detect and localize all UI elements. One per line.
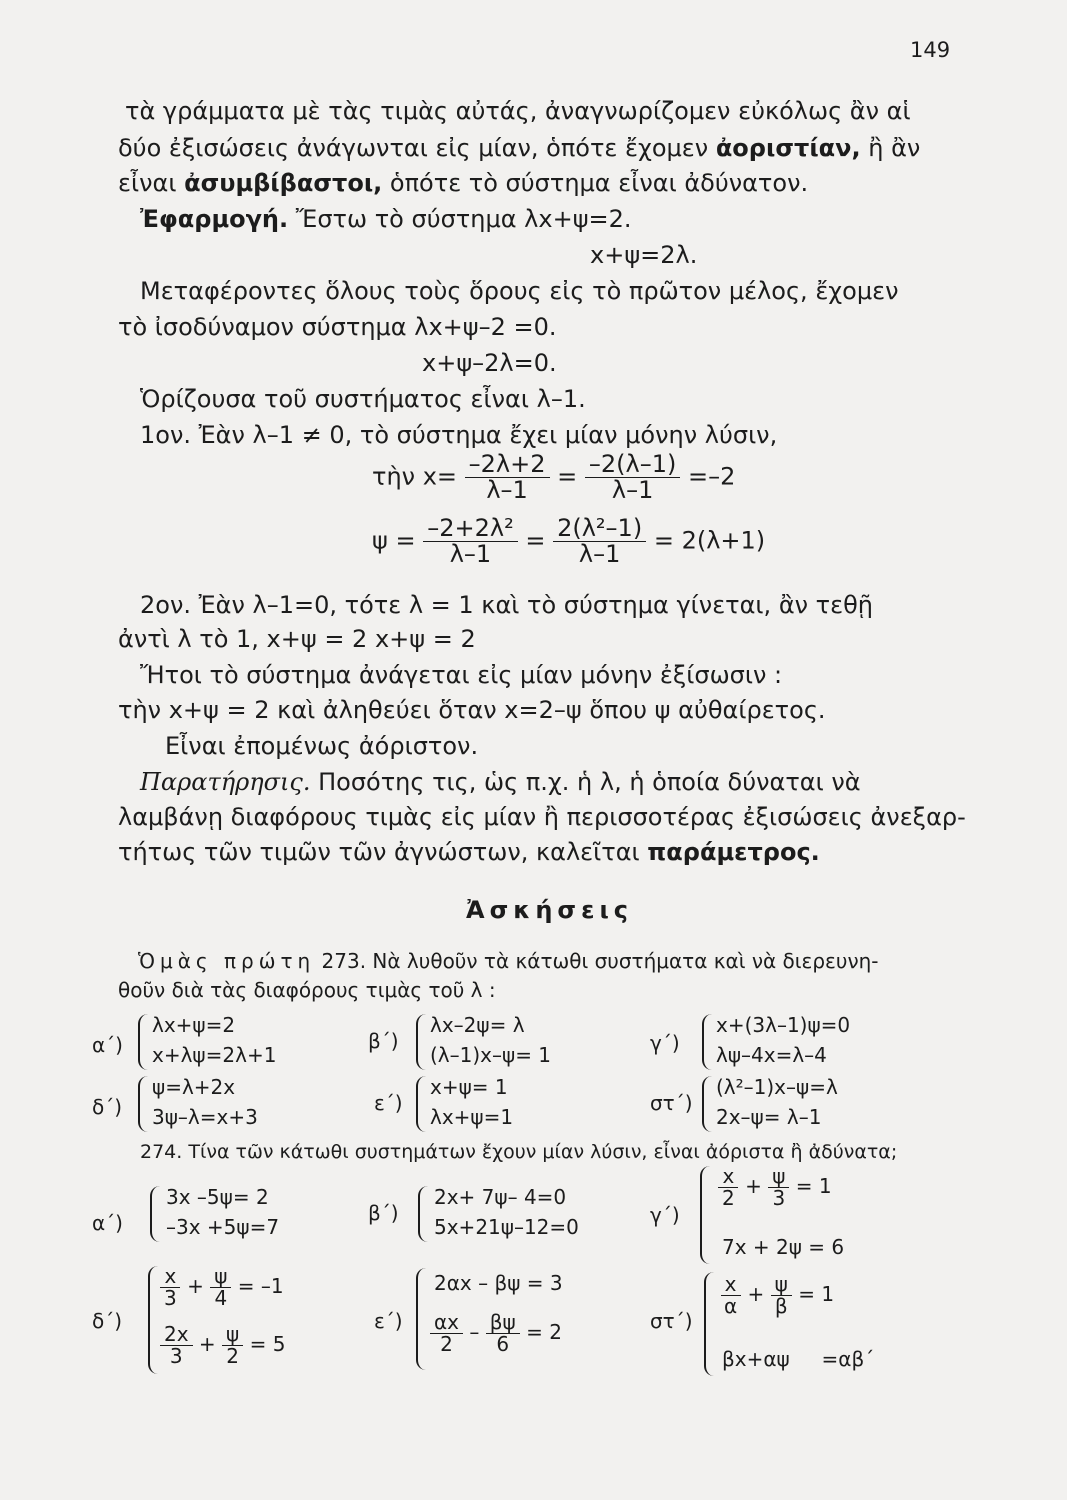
y-fraction-1: [423, 516, 517, 567]
remark-line-1: [140, 767, 861, 797]
exercises-title: Ἀσκήσεις: [466, 896, 634, 924]
system-brace: [138, 1014, 148, 1070]
system-equation: 2αx – βψ = 3: [434, 1271, 563, 1295]
case-2-line-2: ἀντὶ λ τὸ 1, x+ψ = 2 x+ψ = 2: [118, 625, 476, 653]
system-label: ε΄): [374, 1091, 403, 1115]
fraction-numerator: –2λ+2: [465, 452, 550, 478]
move-terms-text: Μεταφέροντες ὅλους τοὺς ὅρους εἰς τὸ πρῶτον μέλος, ἔχομεν: [140, 277, 899, 305]
fraction-numerator: x: [160, 1266, 180, 1288]
fraction-denominator: λ–1: [611, 476, 654, 505]
system-label: δ΄): [92, 1309, 123, 1333]
system-equation: [430, 1312, 562, 1355]
fraction-numerator: ψ: [768, 1166, 789, 1188]
fraction-denominator: 2: [722, 1186, 735, 1210]
system-equation: λψ–4x=λ–4: [716, 1043, 827, 1067]
system-equation: [720, 1274, 834, 1317]
fraction-denominator: 3: [164, 1286, 177, 1310]
equation-rhs: = –1: [237, 1274, 284, 1298]
system-label: γ΄): [650, 1031, 680, 1055]
equation-rhs: = 1: [795, 1174, 832, 1198]
page-number: 149: [910, 38, 951, 62]
fraction: [771, 1274, 792, 1317]
intro-text: ὁπότε τὸ σύστημα εἶναι ἀδύνατον.: [382, 169, 809, 197]
remark-label: Παρατήρησις.: [140, 768, 311, 796]
fraction-numerator: 2x: [160, 1324, 193, 1346]
fraction: [160, 1266, 181, 1309]
fraction: [768, 1166, 789, 1209]
intro-line-3: [118, 168, 808, 198]
y-solution: [372, 516, 765, 567]
system-equation: 5x+21ψ–12=0: [434, 1215, 579, 1239]
system-brace: [416, 1268, 426, 1370]
fraction: [720, 1274, 741, 1317]
fraction-numerator: –2(λ–1): [585, 452, 680, 478]
system-label: στ΄): [650, 1091, 693, 1115]
case-2-line-5: Εἶναι ἐπομένως ἀόριστον.: [165, 732, 479, 760]
fraction-numerator: 2(λ²–1): [553, 516, 646, 542]
system-equation: 7x + 2ψ = 6: [722, 1235, 845, 1259]
plus-sign: +: [187, 1274, 204, 1298]
application-text: Ἔστω τὸ σύστημα λx+ψ=2.: [295, 205, 632, 233]
fraction-denominator: α: [724, 1294, 738, 1318]
system-label: α΄): [92, 1033, 123, 1057]
system-brace: [138, 1076, 148, 1132]
fraction-denominator: 3: [772, 1186, 786, 1210]
intro-text: ἢ ἂν: [860, 134, 921, 162]
case-2-line-3: Ἤτοι τὸ σύστημα ἀνάγεται εἰς μίαν μόνην ἐξίσωσιν :: [140, 661, 783, 689]
system-label: β΄): [368, 1029, 399, 1053]
fraction-denominator: 3: [169, 1344, 183, 1368]
group-label: Ὁμὰς πρώτη: [138, 949, 316, 973]
fraction-numerator: x: [721, 1274, 741, 1296]
case-2-line-4: τὴν x+ψ = 2 καὶ ἀληθεύει ὅταν x=2–ψ ὅπου ψ αὐθαίρετος.: [118, 696, 826, 724]
system-equation: λx–2ψ= λ: [430, 1013, 525, 1037]
system-brace: [416, 1076, 426, 1132]
case-2-line-1: 2ον. Ἐὰν λ–1=0, τότε λ = 1 καὶ τὸ σύστημα γίνεται, ἂν τεθῇ: [140, 591, 873, 619]
system-brace: [702, 1076, 712, 1132]
plus-sign: +: [198, 1332, 216, 1356]
plus-sign: +: [747, 1282, 765, 1306]
equation-rhs: = 5: [249, 1332, 286, 1356]
fraction-numerator: –2+2λ²: [423, 516, 517, 542]
application-label: Ἐφαρμογή.: [140, 205, 289, 233]
equals-sign: =: [525, 526, 546, 555]
x-result: =–2: [688, 462, 736, 491]
system-label: στ΄): [650, 1309, 693, 1333]
plus-sign: +: [745, 1174, 762, 1198]
equivalent-system-text: τὸ ἰσοδύναμον σύστημα λx+ψ–2 =0.: [118, 313, 557, 341]
fraction-denominator: 2: [440, 1332, 453, 1356]
system-brace: [416, 1014, 426, 1070]
system-equation: [160, 1266, 284, 1309]
x-lead: τὴν x=: [372, 462, 458, 491]
system-equation: 3ψ–λ=x+3: [152, 1105, 258, 1129]
fraction: [210, 1266, 231, 1309]
system-label: α΄): [92, 1211, 123, 1235]
system-brace: [702, 1014, 712, 1070]
system-equation: –3x +5ψ=7: [166, 1215, 280, 1239]
system-label: ε΄): [374, 1309, 403, 1333]
application-line: [140, 204, 632, 234]
system-brace: [148, 1266, 158, 1374]
equation-rhs: = 2: [526, 1320, 562, 1344]
y-lead: ψ =: [372, 526, 416, 555]
fraction-denominator: β: [774, 1294, 788, 1318]
system-equation: (λ²–1)x–ψ=λ: [716, 1075, 838, 1099]
intro-line-1: τὰ γράμματα μὲ τὰς τιμὰς αὐτάς, ἀναγνωρίζομεν εὐκόλως ἂν αἱ: [125, 97, 911, 125]
system-label: δ΄): [92, 1095, 123, 1119]
exercise-273-line-1: [138, 948, 879, 974]
system-brace: [150, 1186, 160, 1242]
case-1-text: 1ον. Ἐὰν λ–1 ≠ 0, τὸ σύστημα ἔχει μίαν μόνην λύσιν,: [140, 421, 778, 449]
system-equation: λx+ψ=1: [430, 1105, 514, 1129]
system-equation: 2x+ 7ψ– 4=0: [434, 1185, 567, 1209]
fraction-numerator: αx: [430, 1312, 463, 1334]
system-equation: λx+ψ=2: [152, 1013, 236, 1037]
system-label: β΄): [368, 1201, 399, 1225]
remark-text: Ποσότης τις, ὡς π.χ. ἡ λ, ἡ ὁποία δύναται νὰ: [310, 768, 861, 796]
fraction-denominator: λ–1: [486, 476, 528, 505]
intro-text: εἶναι: [118, 169, 185, 197]
fraction-numerator: ψ: [222, 1324, 243, 1346]
intro-line-2: [118, 133, 920, 163]
remark-text: τήτως τῶν τιμῶν τῶν ἀγνώστων, καλεῖται: [118, 838, 648, 866]
fraction: [430, 1312, 463, 1355]
minus-sign: –: [469, 1320, 480, 1344]
remark-line-3: [118, 837, 820, 867]
system-equation: 2x–ψ= λ–1: [716, 1105, 822, 1129]
fraction-denominator: λ–1: [578, 540, 621, 569]
fraction-denominator: 2: [226, 1344, 240, 1368]
system-equation: [160, 1324, 285, 1367]
system-brace: [704, 1272, 714, 1376]
system-equation: 3x –5ψ= 2: [166, 1185, 269, 1209]
system-equation: [718, 1166, 832, 1209]
determinant-text: Ὁρίζουσα τοῦ συστήματος εἶναι λ–1.: [140, 385, 586, 413]
fraction-denominator: 6: [496, 1332, 510, 1356]
system-equation: x+λψ=2λ+1: [152, 1043, 277, 1067]
equivalent-system-eq2: x+ψ–2λ=0.: [422, 349, 557, 377]
system-brace: [418, 1186, 428, 1242]
equals-sign: =: [557, 462, 578, 491]
fraction: [160, 1324, 193, 1367]
fraction-denominator: λ–1: [449, 540, 492, 569]
intro-text: δύο ἐξισώσεις ἀνάγωνται εἰς μίαν, ὁπότε ἔχομεν: [118, 134, 716, 162]
exercise-273-line-2: θοῦν διὰ τὰς διαφόρους τιμὰς τοῦ λ :: [118, 978, 496, 1002]
system-equation: ψ=λ+2x: [152, 1075, 236, 1099]
fraction: [718, 1166, 739, 1209]
exercise-273-text: 273. Νὰ λυθοῦν τὰ κάτωθι συστήματα καὶ νὰ διερευνη-: [321, 949, 879, 973]
system-equation: (λ–1)x–ψ= 1: [430, 1043, 552, 1067]
term-parameter: παράμετρος.: [647, 838, 820, 866]
system-label: γ΄): [650, 1203, 680, 1227]
fraction: [486, 1312, 520, 1355]
fraction: [222, 1324, 243, 1367]
fraction-numerator: ψ: [771, 1274, 792, 1296]
system-equation: x+(3λ–1)ψ=0: [716, 1013, 851, 1037]
exercise-274-text: 274. Τίνα τῶν κάτωθι συστημάτων ἔχουν μίαν λύσιν, εἶναι ἀόριστα ἢ ἀδύνατα;: [140, 1141, 898, 1163]
y-result: = 2(λ+1): [653, 526, 766, 555]
term-indeterminacy: ἀοριστίαν,: [715, 134, 861, 162]
fraction-numerator: x: [718, 1166, 738, 1188]
x-fraction-1: [465, 452, 550, 503]
application-eq2: x+ψ=2λ.: [590, 241, 698, 269]
system-equation: βx+αψ =αβ΄: [722, 1347, 875, 1371]
term-incompatible: ἀσυμβίβαστοι,: [184, 169, 383, 197]
remark-line-2: λαμβάνῃ διαφόρους τιμὰς εἰς μίαν ἢ περισσοτέρας ἐξισώσεις ἀνεξαρ-: [118, 803, 966, 831]
x-solution: [372, 452, 735, 503]
system-equation: x+ψ= 1: [430, 1075, 508, 1099]
y-fraction-2: [553, 516, 646, 567]
system-brace: [700, 1166, 710, 1264]
fraction-denominator: 4: [214, 1286, 228, 1310]
fraction-numerator: ψ: [210, 1266, 231, 1288]
equation-rhs: = 1: [798, 1282, 835, 1306]
fraction-numerator: βψ: [486, 1312, 520, 1334]
x-fraction-2: [585, 452, 680, 503]
